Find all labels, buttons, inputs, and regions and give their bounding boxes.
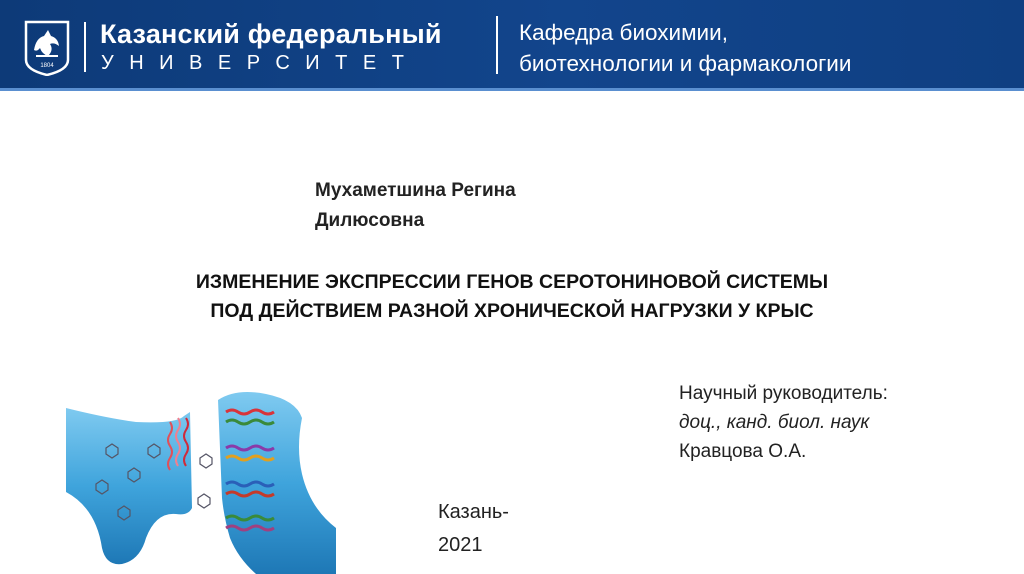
supervisor-name: Кравцова О.А. (679, 441, 807, 462)
supervisor-block (679, 379, 888, 466)
presentation-title (0, 268, 1024, 326)
synapse-illustration (66, 388, 336, 574)
year-label: 2021 (438, 534, 483, 556)
title-line-1: ИЗМЕНЕНИЕ ЭКСПРЕССИИ ГЕНОВ СЕРОТОНИНОВОЙ СИСТЕМЫ (195, 271, 829, 293)
department-name (519, 17, 851, 79)
header-divider (496, 16, 498, 74)
university-name: Казанский федеральный (100, 19, 442, 49)
department-line-1: Кафедра биохимии, (519, 20, 728, 45)
logo-year: 1804 (40, 63, 54, 69)
author-line-2: Дилюсовна (315, 210, 425, 231)
city-year (438, 496, 509, 562)
header-banner (0, 0, 1024, 91)
logo-divider (84, 22, 86, 72)
author-name (315, 176, 516, 236)
title-line-2: ПОД ДЕЙСТВИЕМ РАЗНОЙ ХРОНИЧЕСКОЙ НАГРУЗКИ У КРЫС (210, 300, 814, 322)
supervisor-degree: доц., канд. биол. наук (679, 412, 870, 433)
university-word: УНИВЕРСИТЕТ (101, 52, 420, 74)
kfu-logo-icon (24, 20, 70, 76)
author-line-1: Мухаметшина Регина (315, 180, 516, 201)
city-label: Казань- (438, 501, 509, 523)
department-line-2: биотехнологии и фармакологии (519, 51, 852, 76)
supervisor-label: Научный руководитель: (679, 383, 888, 404)
